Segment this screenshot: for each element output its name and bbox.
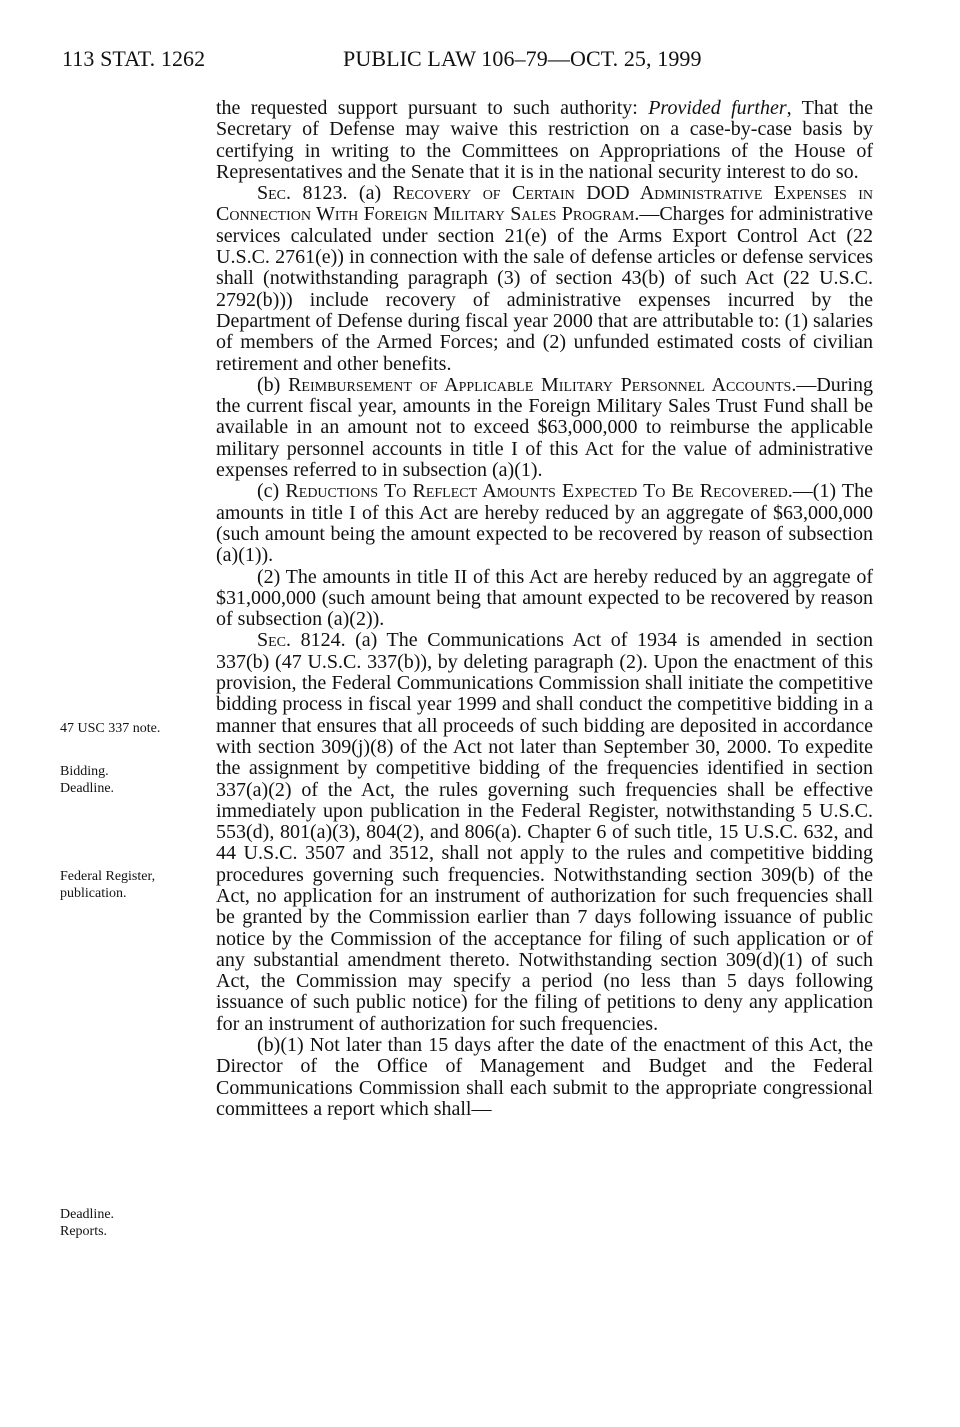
text-run: (b)(1) Not later than 15 days after the date of the enactment of this Act, the Director of the Office of Management and Budget and the Federal Communications Commission shall each submit to the appropriate congressional committees a report which shall— <box>216 1034 873 1120</box>
section-8123-c <box>216 481 873 566</box>
text-run: (2) The amounts in title II of this Act are hereby reduced by an aggregate of $31,000,000 (such amount being that amount expected to be recovered by reason of subsection (a)(2)). <box>216 565 873 631</box>
text-run: —(1) The amounts in title I of this Act are hereby reduced by an aggregate of $63,000,000 (such amount being the amount expected to be recovered by reason of subsection (a)(1)). <box>216 480 873 567</box>
text-run: the requested support pursuant to such authority: <box>216 97 649 119</box>
margin-note-line: 47 USC 337 note. <box>60 721 161 736</box>
margin-note-line: Deadline. <box>60 781 115 796</box>
section-8123-b <box>216 375 873 481</box>
text-run: , That the Secretary of Defense may waive this restriction on a case-by-case basis by certifying in writing to the Committees on Appropriations of the House of Representatives and the Senate that it is in the national security interest to do so. <box>216 97 874 183</box>
margin-note-line: Reports. <box>60 1224 108 1239</box>
subsection-heading: Recovery of Certain DOD Administrative Expenses in Connection With Foreign Military Sales Program. <box>216 182 873 226</box>
text-run: (b) <box>257 373 289 396</box>
margin-note-federal-register <box>60 868 210 902</box>
margin-note-line: Federal Register, <box>60 869 156 884</box>
margin-note-line: publication. <box>60 886 127 901</box>
stat-reference: 113 STAT. 1262 <box>62 46 206 71</box>
margin-note-usc <box>60 720 210 737</box>
section-label: Sec. <box>257 629 292 652</box>
text-run: —During the current fiscal year, amounts in the Foreign Military Sales Trust Fund shall be available in an amount not to exceed $63,000,000 to reimburse the applicable military personnel accounts in title I of this Act for the value of administrative expenses referred to in subsection (a)(1). <box>216 373 873 482</box>
paragraph-continuation <box>216 98 873 183</box>
subsection-heading: Reimbursement of Applicable Military Personnel Accounts. <box>288 373 797 396</box>
law-title: PUBLIC LAW 106–79—OCT. 25, 1999 <box>343 46 702 71</box>
proviso-italic: Provided further <box>648 97 787 119</box>
section-8124-b <box>216 1035 873 1120</box>
section-8123-c-2 <box>216 567 873 631</box>
section-label: Sec. <box>257 182 292 205</box>
text-run: 8124. (a) The Communications Act of 1934 is amended in section 337(b) (47 U.S.C. 337(b)), by deleting paragraph (2). Upon the enactment of this provision, the Federal Communications Commission shall initiate the competitive bidding process in fiscal year 1999 and shall conduct the competitive bidding in a manner that ensures that all proceeds of such bidding are deposited in accordance with section 309(j)(8) of the Act not later than September 30, 2000. To expedite the assignment by competitive bidding of the frequencies identified in section 337(a)(2) of the Act, the rules governing such frequencies shall be effective immediately upon publication in the Federal Register, notwithstanding 5 U.S.C. 553(d), 801(a)(3), 804(2), and 806(a). Chapter 6 of such title, 15 U.S.C. 632, and 44 U.S.C. 3507 and 3512, shall not apply to the rules and competitive bidding procedures governing such frequencies. Notwithstanding section 309(b) of the Act, no application for an instrument of authorization for such frequencies shall be granted by the Commission earlier than 7 days following issuance of public notice by the Commission of the acceptance for filing of such application or of any substantial amendment thereto. Notwithstanding section 309(d)(1) of such Act, the Commission may specify a period (no less than 5 days following issuance of such public notice) for the filing of petitions to deny any application for an instrument of authorization for such frequencies. <box>216 629 873 1035</box>
text-run: 8123. (a) <box>291 182 393 205</box>
section-8123-a <box>216 183 873 375</box>
section-8124-a <box>216 630 873 1035</box>
text-run: (c) <box>257 480 286 503</box>
margin-note-line: Deadline. <box>60 1207 115 1222</box>
body-text <box>216 98 873 1120</box>
margin-note-deadline-reports <box>60 1206 210 1240</box>
subsection-heading: Reductions To Reflect Amounts Expected To Be Recovered. <box>285 480 793 503</box>
margin-note-line: Bidding. <box>60 764 109 779</box>
text-run: —Charges for administrative services calculated under section 21(e) of the Arms Export Control Act (22 U.S.C. 2761(e)) in connection with the sale of defense articles or defense services shall (notwithstanding paragraph (3) of section 43(b) of such Act (22 U.S.C. 2792(b))) include recovery of administrative expenses incurred by the Department of Defense during fiscal year 2000 that are attributable to: (1) salaries of members of the Armed Forces; and (2) unfunded estimated costs of civilian retirement and other benefits. <box>216 203 873 375</box>
margin-note-bidding-deadline <box>60 763 210 797</box>
